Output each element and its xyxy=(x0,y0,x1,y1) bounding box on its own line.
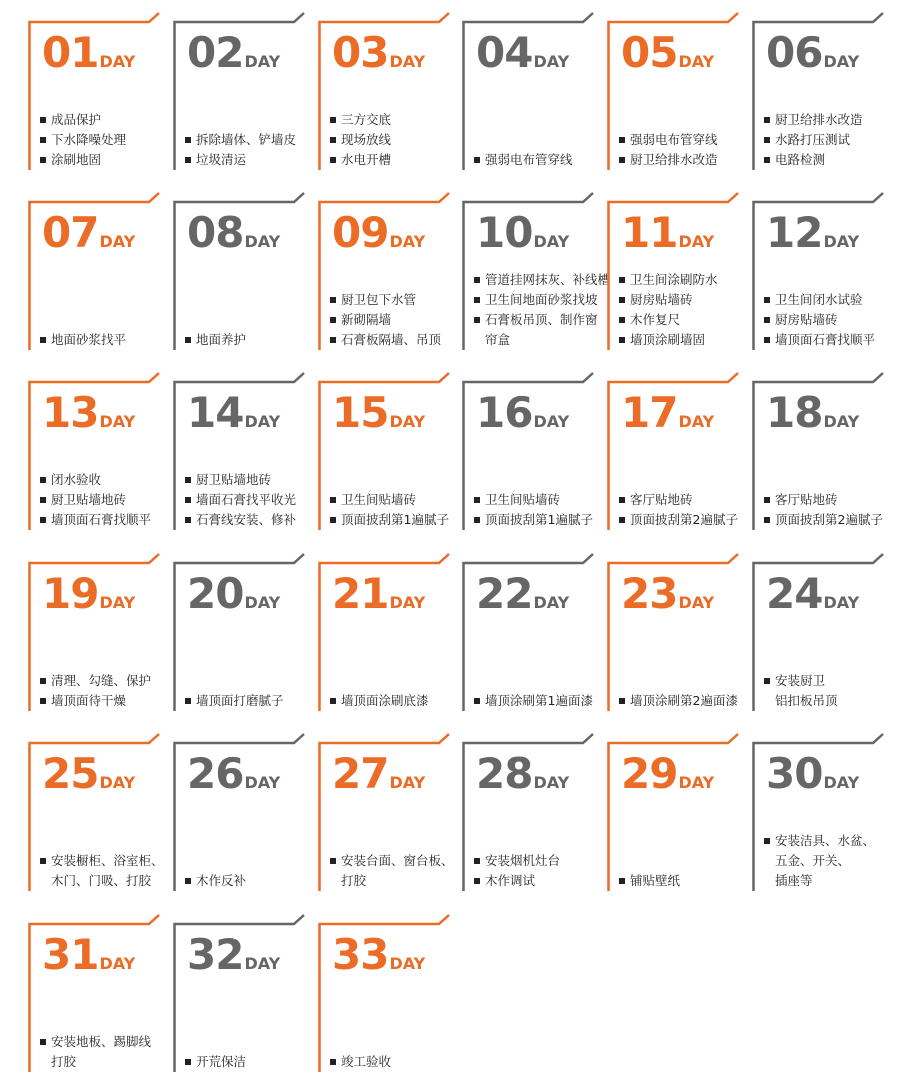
day-number xyxy=(766,569,859,618)
day-number-value: 19 xyxy=(42,569,99,618)
day-card-26 xyxy=(173,733,305,893)
day-number xyxy=(332,930,425,979)
task-item: 安装地板、踢脚线 xyxy=(40,1032,168,1052)
task-list xyxy=(185,871,313,891)
task-item: 安装台面、窗台板、 xyxy=(330,851,458,871)
task-list xyxy=(764,290,892,350)
day-suffix: DAY xyxy=(99,52,136,71)
day-card-28 xyxy=(462,733,594,893)
day-suffix: DAY xyxy=(533,52,570,71)
day-number-value: 15 xyxy=(332,388,389,437)
day-number-value: 13 xyxy=(42,388,99,437)
day-card-13 xyxy=(28,372,160,532)
task-list xyxy=(40,110,168,170)
task-list xyxy=(40,470,168,530)
task-list xyxy=(185,470,313,530)
day-number xyxy=(332,28,425,77)
task-list xyxy=(185,330,313,350)
day-number-value: 31 xyxy=(42,930,99,979)
task-list xyxy=(474,270,611,350)
day-number xyxy=(187,569,280,618)
task-item: 石膏板吊顶、制作窗 xyxy=(474,310,602,330)
task-list xyxy=(764,110,892,170)
day-number-value: 03 xyxy=(332,28,389,77)
day-number-value: 33 xyxy=(332,930,389,979)
task-item: 安装烟机灶台 xyxy=(474,851,602,871)
task-item: 竣工验收 xyxy=(330,1052,458,1072)
day-card-29 xyxy=(607,733,739,893)
task-list xyxy=(40,1032,168,1072)
day-number-value: 32 xyxy=(187,930,244,979)
task-list xyxy=(474,150,602,170)
day-suffix: DAY xyxy=(99,232,136,251)
task-list xyxy=(619,270,747,350)
task-item: 墙面石膏找平收光 xyxy=(185,490,313,510)
day-number-value: 04 xyxy=(476,28,533,77)
day-suffix: DAY xyxy=(823,593,860,612)
day-suffix: DAY xyxy=(823,412,860,431)
day-number-value: 17 xyxy=(621,388,678,437)
task-item: 五金、开关、 xyxy=(775,853,851,868)
task-item: 墙顶涂刷墙固 xyxy=(619,330,747,350)
day-card-17 xyxy=(607,372,739,532)
day-suffix: DAY xyxy=(678,593,715,612)
task-item: 木作反补 xyxy=(185,871,313,891)
task-list xyxy=(40,671,168,711)
day-number-value: 25 xyxy=(42,749,99,798)
day-number-value: 24 xyxy=(766,569,823,618)
task-item: 安装厨卫 xyxy=(764,671,892,691)
day-card-09 xyxy=(318,192,450,352)
day-suffix: DAY xyxy=(823,52,860,71)
task-item: 垃圾清运 xyxy=(185,150,313,170)
task-item: 石膏板隔墙、吊顶 xyxy=(330,330,458,350)
day-number xyxy=(766,749,859,798)
day-number-value: 30 xyxy=(766,749,823,798)
day-suffix: DAY xyxy=(389,954,426,973)
day-number-value: 06 xyxy=(766,28,823,77)
day-card-33 xyxy=(318,914,450,1074)
day-number-value: 05 xyxy=(621,28,678,77)
day-suffix: DAY xyxy=(99,412,136,431)
task-list xyxy=(185,691,313,711)
day-number xyxy=(621,569,714,618)
day-card-21 xyxy=(318,553,450,713)
task-list xyxy=(764,831,892,891)
day-number-value: 21 xyxy=(332,569,389,618)
task-item: 墙顶涂刷第2遍面漆 xyxy=(619,691,747,711)
task-item: 开荒保洁 xyxy=(185,1052,313,1072)
task-item: 水路打压测试 xyxy=(764,130,892,150)
task-list xyxy=(330,110,458,170)
day-number-value: 16 xyxy=(476,388,533,437)
task-list xyxy=(764,671,892,711)
day-number xyxy=(621,388,714,437)
task-item: 卫生间闭水试验 xyxy=(764,290,892,310)
day-number-value: 22 xyxy=(476,569,533,618)
task-item: 水电开槽 xyxy=(330,150,458,170)
day-card-22 xyxy=(462,553,594,713)
task-list xyxy=(330,490,458,530)
task-item: 墙顶面涂刷底漆 xyxy=(330,691,458,711)
task-item: 墙顶面待干燥 xyxy=(40,691,168,711)
day-number xyxy=(766,388,859,437)
task-item: 卫生间贴墙砖 xyxy=(330,490,458,510)
task-item: 新砌隔墙 xyxy=(330,310,458,330)
task-list xyxy=(474,691,602,711)
day-number-value: 11 xyxy=(621,208,678,257)
day-number-value: 20 xyxy=(187,569,244,618)
task-item: 强弱电布管穿线 xyxy=(474,150,602,170)
day-number-value: 08 xyxy=(187,208,244,257)
task-item: 厨房贴墙砖 xyxy=(619,290,747,310)
day-suffix: DAY xyxy=(244,773,281,792)
task-item: 卫生间地面砂浆找坡 xyxy=(474,290,602,310)
day-card-18 xyxy=(752,372,884,532)
day-suffix: DAY xyxy=(99,593,136,612)
task-item: 闭水验收 xyxy=(40,470,168,490)
task-item: 厨卫贴墙地砖 xyxy=(185,470,313,490)
task-list xyxy=(185,130,313,170)
day-number-value: 09 xyxy=(332,208,389,257)
task-item: 插座等 xyxy=(775,873,813,888)
day-number xyxy=(332,749,425,798)
task-item: 安装洁具、水盆、 xyxy=(764,831,892,851)
day-suffix: DAY xyxy=(244,593,281,612)
day-number xyxy=(621,749,714,798)
task-item: 顶面披刮第2遍腻子 xyxy=(619,510,747,530)
day-suffix: DAY xyxy=(678,412,715,431)
task-item: 顶面披刮第1遍腻子 xyxy=(474,510,602,530)
task-item: 厨卫给排水改造 xyxy=(764,110,892,130)
day-number-value: 10 xyxy=(476,208,533,257)
task-item: 地面养护 xyxy=(185,330,313,350)
task-item: 下水降噪处理 xyxy=(40,130,168,150)
task-list xyxy=(185,1052,313,1072)
day-card-31 xyxy=(28,914,160,1074)
task-item: 厨房贴墙砖 xyxy=(764,310,892,330)
task-list xyxy=(330,290,458,350)
day-number xyxy=(332,569,425,618)
day-suffix: DAY xyxy=(389,412,426,431)
task-list xyxy=(40,330,168,350)
task-list xyxy=(330,691,458,711)
day-number xyxy=(332,388,425,437)
day-suffix: DAY xyxy=(244,52,281,71)
task-list xyxy=(619,691,747,711)
day-number-value: 28 xyxy=(476,749,533,798)
day-card-04 xyxy=(462,12,594,172)
day-number xyxy=(621,208,714,257)
task-item: 顶面披刮第1遍腻子 xyxy=(330,510,458,530)
day-card-12 xyxy=(752,192,884,352)
day-suffix: DAY xyxy=(389,773,426,792)
task-list xyxy=(330,1052,458,1072)
day-suffix: DAY xyxy=(678,773,715,792)
day-suffix: DAY xyxy=(389,593,426,612)
task-item: 石膏线安装、修补 xyxy=(185,510,313,530)
day-suffix: DAY xyxy=(99,773,136,792)
day-number-value: 23 xyxy=(621,569,678,618)
day-card-15 xyxy=(318,372,450,532)
day-number xyxy=(766,208,859,257)
day-number xyxy=(42,28,135,77)
task-item: 卫生间涂刷防水 xyxy=(619,270,747,290)
day-number xyxy=(766,28,859,77)
day-card-30 xyxy=(752,733,884,893)
day-suffix: DAY xyxy=(533,593,570,612)
day-number-value: 01 xyxy=(42,28,99,77)
task-item: 厨卫给排水改造 xyxy=(619,150,747,170)
task-item: 墙顶面石膏找顺平 xyxy=(40,510,168,530)
day-card-16 xyxy=(462,372,594,532)
day-suffix: DAY xyxy=(533,412,570,431)
day-number xyxy=(187,749,280,798)
day-card-24 xyxy=(752,553,884,713)
task-item: 成品保护 xyxy=(40,110,168,130)
task-item: 地面砂浆找平 xyxy=(40,330,168,350)
day-number xyxy=(42,388,135,437)
day-number xyxy=(187,28,280,77)
day-card-25 xyxy=(28,733,164,893)
day-suffix: DAY xyxy=(823,232,860,251)
day-card-11 xyxy=(607,192,739,352)
task-item: 厨卫贴墙地砖 xyxy=(40,490,168,510)
day-number xyxy=(476,569,569,618)
task-item: 安装橱柜、浴室柜、 xyxy=(40,851,168,871)
task-item: 铺贴壁纸 xyxy=(619,871,747,891)
day-suffix: DAY xyxy=(823,773,860,792)
day-card-08 xyxy=(173,192,305,352)
day-suffix: DAY xyxy=(244,954,281,973)
task-item: 现场放线 xyxy=(330,130,458,150)
day-number xyxy=(332,208,425,257)
day-number xyxy=(42,749,135,798)
task-list xyxy=(474,490,602,530)
task-item: 墙顶涂刷第1遍面漆 xyxy=(474,691,602,711)
task-item: 管道挂网抹灰、补线槽 xyxy=(474,270,602,290)
task-item: 顶面披刮第2遍腻子 xyxy=(764,510,892,530)
task-item: 墙顶面石膏找顺平 xyxy=(764,330,892,350)
day-suffix: DAY xyxy=(533,232,570,251)
task-list xyxy=(474,851,602,891)
task-item: 打胶 xyxy=(51,1054,77,1069)
day-suffix: DAY xyxy=(533,773,570,792)
task-item: 木门、门吸、打胶 xyxy=(51,873,152,888)
day-number-value: 12 xyxy=(766,208,823,257)
task-item: 拆除墙体、铲墙皮 xyxy=(185,130,313,150)
day-number-value: 02 xyxy=(187,28,244,77)
task-item: 墙顶面打磨腻子 xyxy=(185,691,313,711)
day-number xyxy=(42,208,135,257)
task-item: 清理、勾缝、保护 xyxy=(40,671,168,691)
day-card-07 xyxy=(28,192,160,352)
day-number xyxy=(476,749,569,798)
day-suffix: DAY xyxy=(244,232,281,251)
day-suffix: DAY xyxy=(678,232,715,251)
day-suffix: DAY xyxy=(389,232,426,251)
task-item: 三方交底 xyxy=(330,110,458,130)
task-list xyxy=(330,851,458,891)
task-item: 厨卫包下水管 xyxy=(330,290,458,310)
day-card-20 xyxy=(173,553,305,713)
day-card-03 xyxy=(318,12,450,172)
day-number-value: 14 xyxy=(187,388,244,437)
day-number-value: 29 xyxy=(621,749,678,798)
day-number xyxy=(187,930,280,979)
day-number xyxy=(476,28,569,77)
day-number xyxy=(621,28,714,77)
task-item: 打胶 xyxy=(341,873,367,888)
day-number xyxy=(476,208,569,257)
task-item: 木作调试 xyxy=(474,871,602,891)
day-card-01 xyxy=(28,12,160,172)
task-item: 强弱电布管穿线 xyxy=(619,130,747,150)
task-list xyxy=(619,130,747,170)
task-item: 木作复尺 xyxy=(619,310,747,330)
day-number-value: 07 xyxy=(42,208,99,257)
day-number-value: 18 xyxy=(766,388,823,437)
day-suffix: DAY xyxy=(99,954,136,973)
day-card-02 xyxy=(173,12,305,172)
task-list xyxy=(619,871,747,891)
day-number xyxy=(187,388,280,437)
task-list xyxy=(40,851,168,891)
day-card-23 xyxy=(607,553,739,713)
day-number xyxy=(187,208,280,257)
task-list xyxy=(764,490,892,530)
day-number-value: 27 xyxy=(332,749,389,798)
day-card-19 xyxy=(28,553,160,713)
day-suffix: DAY xyxy=(244,412,281,431)
task-item: 客厅贴地砖 xyxy=(764,490,892,510)
task-item: 卫生间贴墙砖 xyxy=(474,490,602,510)
day-number xyxy=(476,388,569,437)
task-item: 电路检测 xyxy=(764,150,892,170)
day-card-32 xyxy=(173,914,305,1074)
day-number xyxy=(42,569,135,618)
day-suffix: DAY xyxy=(389,52,426,71)
day-card-27 xyxy=(318,733,454,893)
day-card-06 xyxy=(752,12,884,172)
task-item: 客厅贴地砖 xyxy=(619,490,747,510)
task-item: 铝扣板吊顶 xyxy=(775,693,838,708)
day-card-14 xyxy=(173,372,305,532)
day-card-10 xyxy=(462,192,611,352)
task-item: 帘盒 xyxy=(485,332,511,347)
day-card-05 xyxy=(607,12,739,172)
day-number-value: 26 xyxy=(187,749,244,798)
task-list xyxy=(619,490,747,530)
day-suffix: DAY xyxy=(678,52,715,71)
task-item: 涂刷地固 xyxy=(40,150,168,170)
day-number xyxy=(42,930,135,979)
